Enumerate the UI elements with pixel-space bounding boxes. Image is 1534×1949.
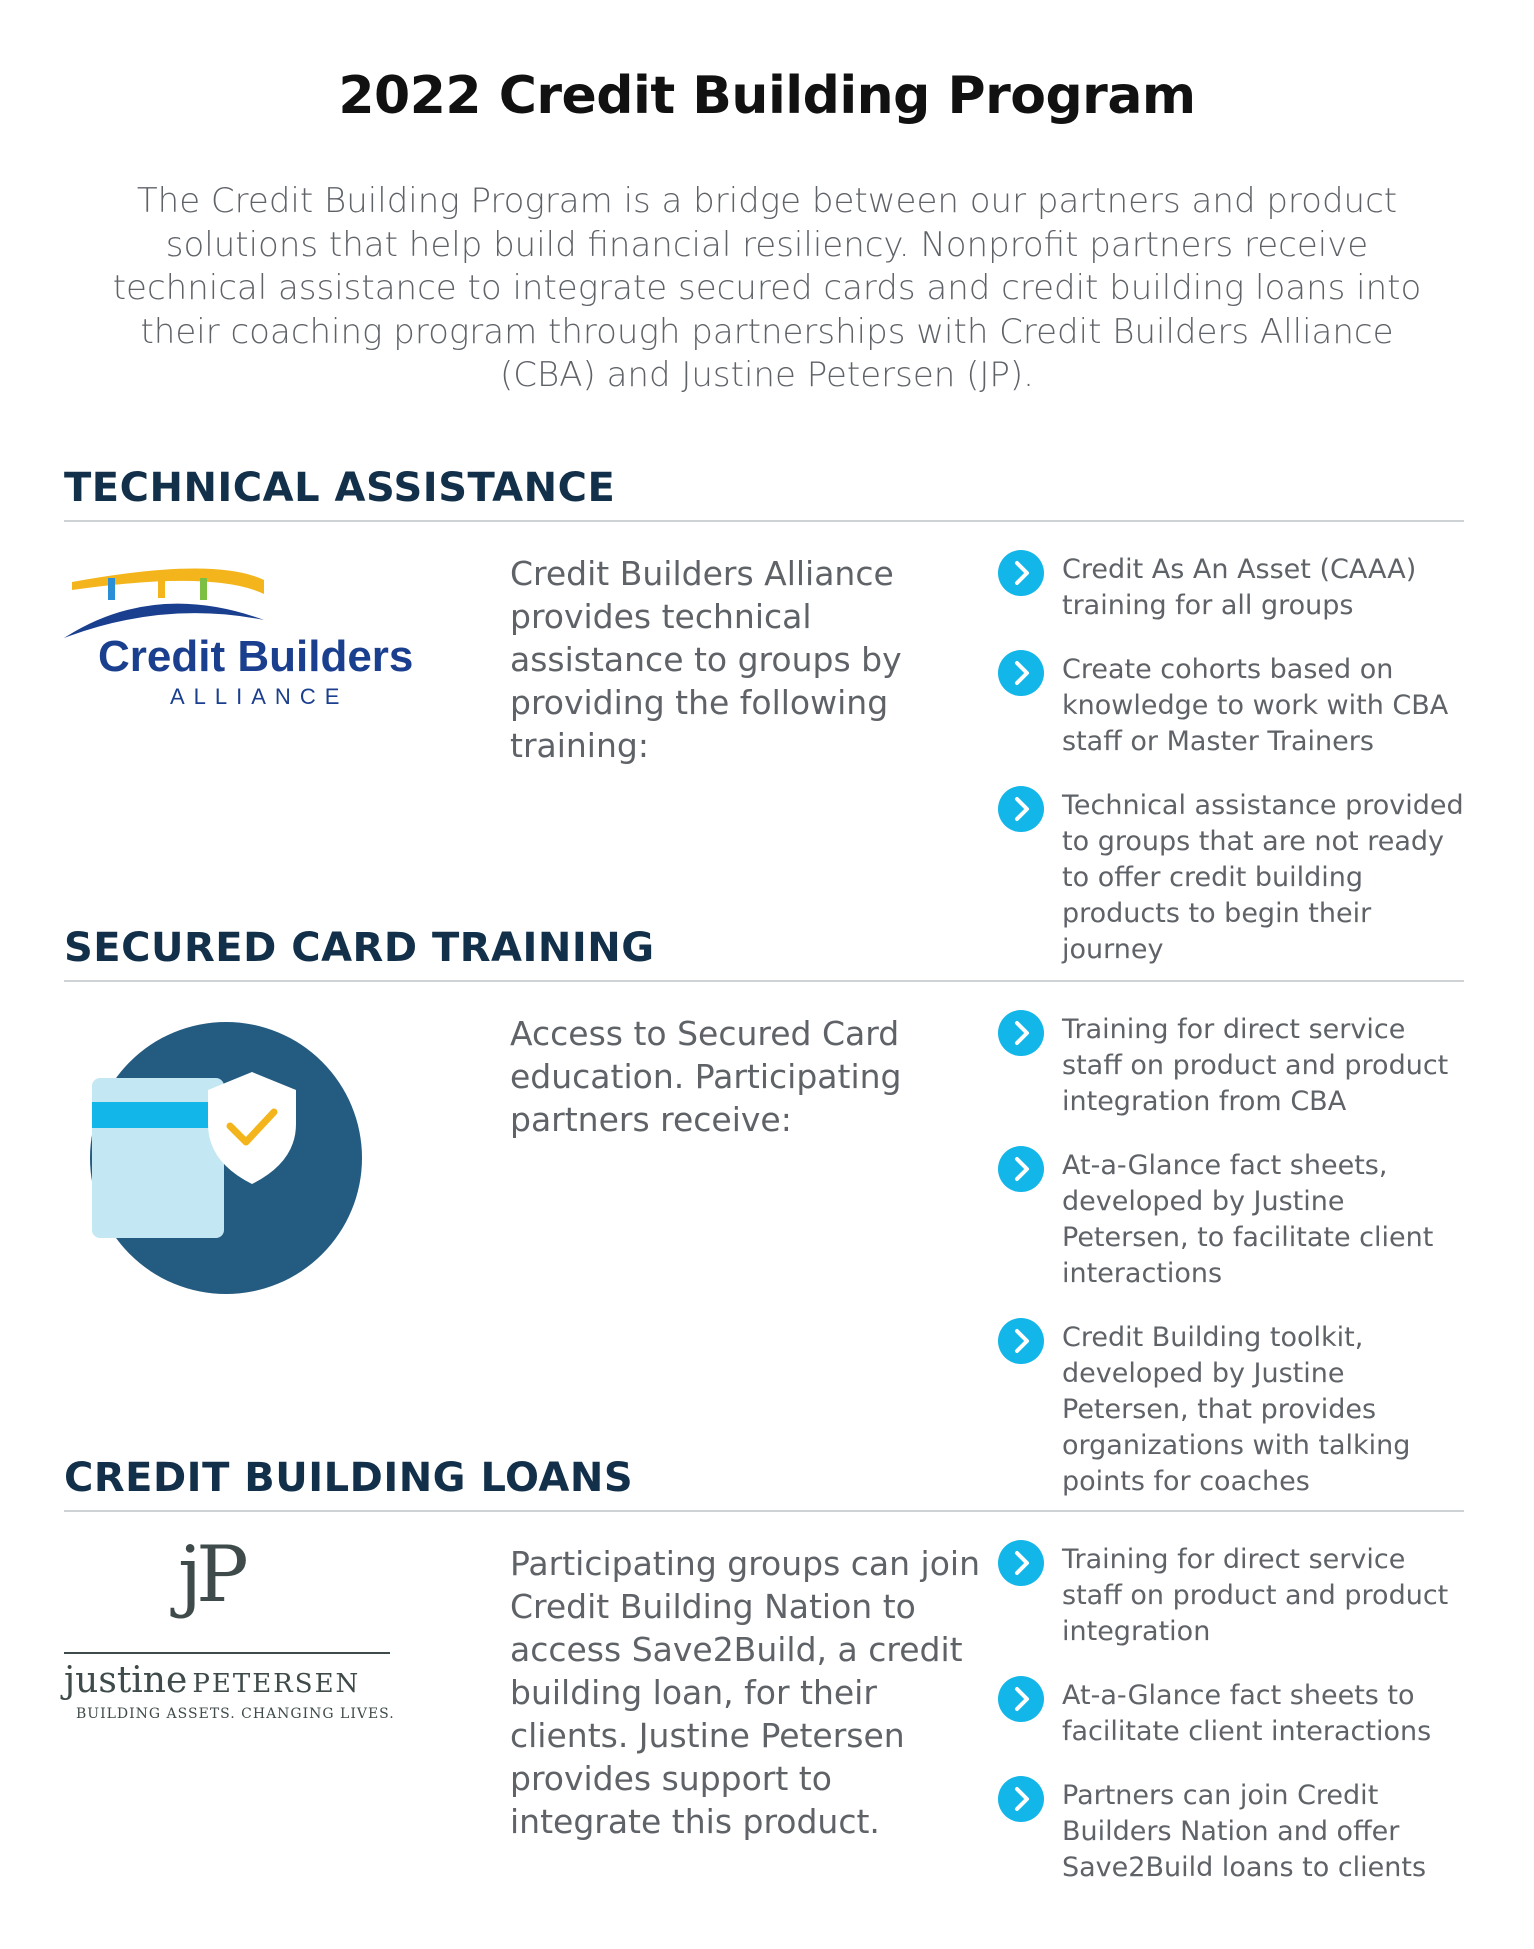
list-item <box>998 1542 1468 1650</box>
bullet-text: Technical assistance provided to groups that are not ready to offer credit building products to begin their journey <box>1062 790 1464 965</box>
jp-rule <box>64 1652 390 1654</box>
jp-tagline: BUILDING ASSETS. CHANGING LIVES. <box>76 1706 395 1722</box>
jp-name-upper: PETERSEN <box>192 1669 361 1699</box>
chevron-right-icon <box>998 1776 1044 1822</box>
section-divider <box>64 1510 1464 1512</box>
page-title: 2022 Credit Building Program <box>338 66 1196 126</box>
credit-builders-alliance-logo <box>64 560 444 720</box>
jp-wordmark <box>64 1660 360 1701</box>
chevron-right-icon <box>998 786 1044 832</box>
secured-card-shield-icon <box>88 1020 364 1296</box>
cba-bridge-icon <box>64 560 444 640</box>
list-item <box>998 652 1468 760</box>
cba-logo-sub: ALLIANCE <box>170 684 349 709</box>
list-item <box>998 1778 1468 1886</box>
chevron-right-icon <box>998 550 1044 596</box>
list-item <box>998 1148 1468 1292</box>
list-item <box>998 1678 1468 1750</box>
bullet-text: Create cohorts based on knowledge to work with CBA staff or Master Trainers <box>1062 654 1449 757</box>
chevron-right-icon <box>998 1676 1044 1722</box>
jp-name-lower: justine <box>64 1660 188 1701</box>
chevron-right-icon <box>998 650 1044 696</box>
jp-monogram: jP <box>178 1530 243 1620</box>
bullet-text: Training for direct service staff on product and product integration <box>1062 1544 1449 1647</box>
chevron-right-icon <box>998 1540 1044 1586</box>
intro-paragraph: The Credit Building Program is a bridge between our partners and product solutions that help build financial resiliency. Nonprofit partners receive technical assistance to integrate secured cards and credit building loans into their coaching program through partnerships with Credit Builders Alliance (CBA) and Justine Petersen (JP). <box>112 181 1422 395</box>
section-divider <box>64 520 1464 522</box>
cba-logo-name: Credit Builders <box>98 632 414 681</box>
section-description: Participating groups can join Credit Building Nation to access Save2Build, a credit building loan, for their clients. Justine Petersen provides support to integrate this product. <box>510 1544 980 1841</box>
chevron-right-icon <box>998 1146 1044 1192</box>
bullet-text: At-a-Glance fact sheets to facilitate client interactions <box>1062 1680 1432 1747</box>
bullet-list <box>998 1012 1468 1500</box>
bullet-list <box>998 552 1468 968</box>
bullet-text: Credit As An Asset (CAAA) training for all groups <box>1062 554 1417 621</box>
section-heading-credit-building-loans: CREDIT BUILDING LOANS <box>64 1455 634 1501</box>
bullet-text: Training for direct service staff on product and product integration from CBA <box>1062 1014 1449 1117</box>
bullet-text: Credit Building toolkit, developed by Justine Petersen, that provides organizations with talking points for coaches <box>1062 1322 1411 1497</box>
list-item <box>998 1012 1468 1120</box>
section-heading-technical-assistance: TECHNICAL ASSISTANCE <box>64 465 616 511</box>
bullet-text: At-a-Glance fact sheets, developed by Justine Petersen, to facilitate client interactions <box>1062 1150 1434 1289</box>
section-heading-secured-card-training: SECURED CARD TRAINING <box>64 925 655 971</box>
section-description: Access to Secured Card education. Participating partners receive: <box>510 1014 902 1139</box>
list-item <box>998 788 1468 968</box>
section-description: Credit Builders Alliance provides technical assistance to groups by providing the following training: <box>510 554 902 765</box>
bullet-list <box>998 1542 1468 1886</box>
list-item <box>998 1320 1468 1500</box>
justine-petersen-logo <box>60 1530 410 1730</box>
list-item <box>998 552 1468 624</box>
bullet-text: Partners can join Credit Builders Nation and offer Save2Build loans to clients <box>1062 1780 1427 1883</box>
section-divider <box>64 980 1464 982</box>
chevron-right-icon <box>998 1318 1044 1364</box>
chevron-right-icon <box>998 1010 1044 1056</box>
